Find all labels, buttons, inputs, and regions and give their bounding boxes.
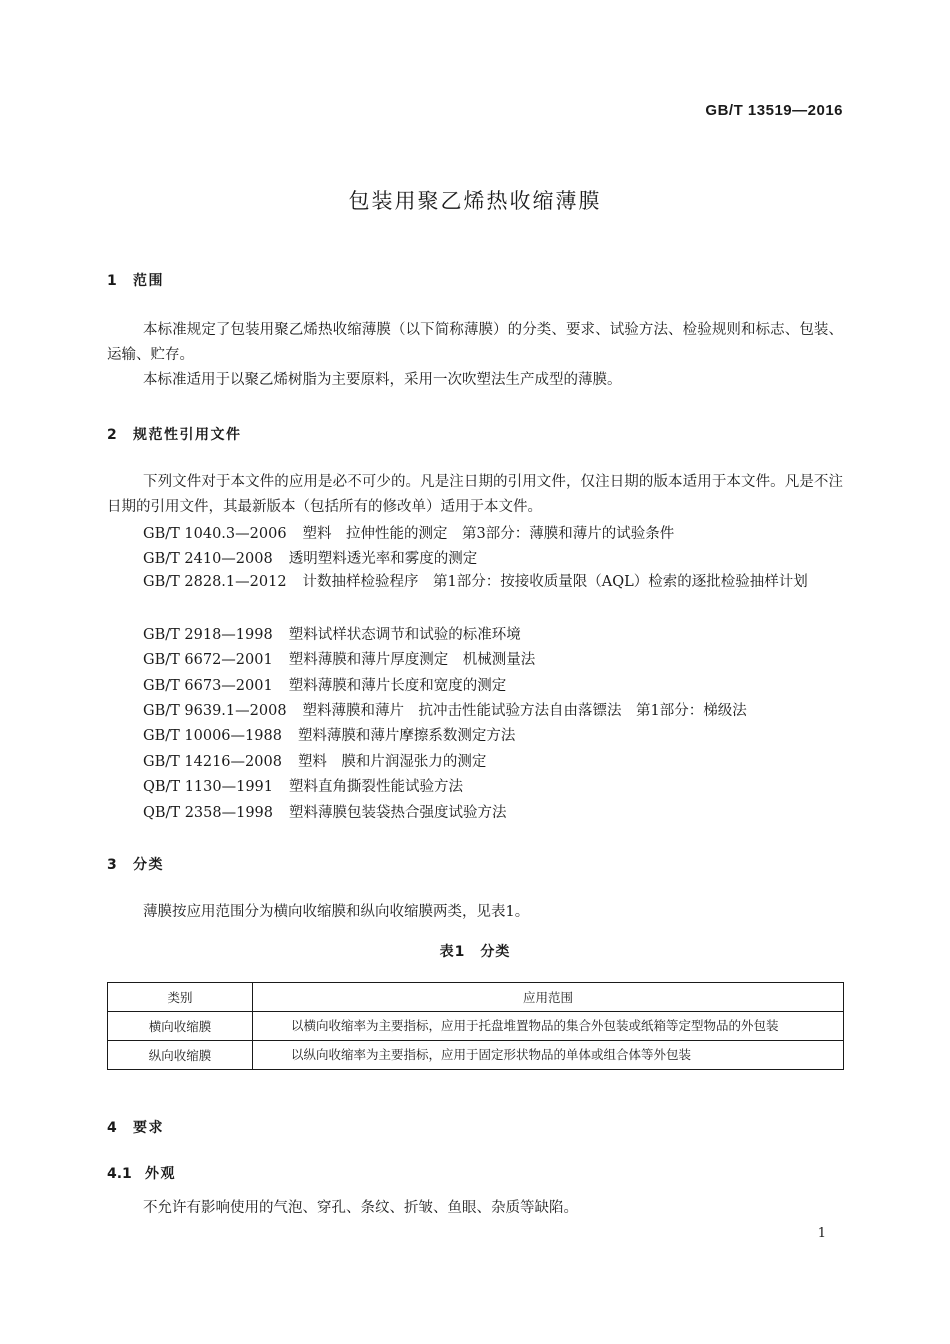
section-number: 1 <box>107 273 117 289</box>
table-row <box>108 1012 844 1041</box>
reference-code: QB/T 2358—1998 <box>143 805 274 821</box>
reference-code: GB/T 1040.3—2006 <box>143 526 287 542</box>
table-cell-application: 以横向收缩率为主要指标，应用于托盘堆置物品的集合外包装或纸箱等定型物品的外包装 <box>253 1012 844 1041</box>
reference-title: 塑料 膜和片润湿张力的测定 <box>297 754 487 770</box>
subsection-number: 4.1 <box>107 1166 132 1182</box>
table-cell-application: 以纵向收缩率为主要指标，应用于固定形状物品的单体或组合体等外包装 <box>253 1041 844 1070</box>
reference-code: GB/T 9639.1—2008 <box>143 703 287 719</box>
reference-title: 塑料直角撕裂性能试验方法 <box>289 779 464 795</box>
section-number: 4 <box>107 1120 117 1136</box>
reference-item <box>143 648 535 669</box>
reference-code: GB/T 6672—2001 <box>143 652 273 668</box>
reference-code: GB/T 14216—2008 <box>143 754 282 770</box>
reference-item <box>143 699 747 720</box>
reference-item <box>143 623 521 644</box>
appearance-paragraph: 不允许有影响使用的气泡、穿孔、条纹、折皱、鱼眼、杂质等缺陷。 <box>143 1200 578 1216</box>
reference-title: 计数抽样检验程序 第1部分：按接收质量限（AQL）检索的逐批检验抽样计划 <box>302 574 808 590</box>
reference-item <box>143 775 463 796</box>
reference-title: 塑料薄膜和薄片长度和宽度的测定 <box>288 678 507 694</box>
reference-item <box>107 570 843 595</box>
scope-paragraph-1: 本标准规定了包装用聚乙烯热收缩薄膜（以下简称薄膜）的分类、要求、试验方法、检验规则和标志、包装、运输、贮存。 <box>107 322 843 363</box>
table-cell-category: 纵向收缩膜 <box>108 1041 253 1070</box>
section-3-heading <box>107 854 164 874</box>
table-header-cell: 应用范围 <box>253 983 844 1012</box>
reference-item <box>143 801 507 822</box>
reference-code: GB/T 2828.1—2012 <box>143 574 287 590</box>
reference-code: GB/T 10006—1988 <box>143 728 282 744</box>
section-title: 分类 <box>133 857 164 873</box>
reference-code: GB/T 2410—2008 <box>143 551 273 567</box>
section-4-heading <box>107 1117 164 1137</box>
section-title: 要求 <box>133 1120 164 1136</box>
reference-item <box>143 547 477 568</box>
table-caption: 表1 分类 <box>439 944 511 960</box>
standard-code: GB/T 13519—2016 <box>705 102 843 119</box>
section-title: 范围 <box>133 273 164 289</box>
reference-title: 塑料薄膜和薄片摩擦系数测定方法 <box>297 728 516 744</box>
reference-title: 塑料试样状态调节和试验的标准环境 <box>288 627 521 643</box>
reference-title: 塑料薄膜和薄片 抗冲击性能试验方法自由落镖法 第1部分：梯级法 <box>302 703 747 719</box>
reference-code: QB/T 1130—1991 <box>143 779 274 795</box>
table-cell-category: 横向收缩膜 <box>108 1012 253 1041</box>
scope-paragraph-2: 本标准适用于以聚乙烯树脂为主要原料，采用一次吹塑法生产成型的薄膜。 <box>143 372 622 388</box>
document-title: 包装用聚乙烯热收缩薄膜 <box>348 189 602 213</box>
reference-item <box>143 750 486 771</box>
reference-item <box>143 522 674 543</box>
reference-title: 塑料薄膜包装袋热合强度试验方法 <box>289 805 507 821</box>
reference-title: 塑料薄膜和薄片厚度测定 机械测量法 <box>288 652 536 668</box>
page-number: 1 <box>817 1226 826 1241</box>
reference-item <box>143 674 506 695</box>
table-row <box>108 1041 844 1070</box>
section-2-heading <box>107 424 242 444</box>
table-header-row <box>108 983 844 1012</box>
reference-item <box>143 724 515 745</box>
reference-title: 透明塑料透光率和雾度的测定 <box>288 551 478 567</box>
section-title: 规范性引用文件 <box>133 427 242 443</box>
reference-code: GB/T 6673—2001 <box>143 678 273 694</box>
section-number: 2 <box>107 427 117 443</box>
classification-table <box>107 982 844 1070</box>
table-header-cell: 类别 <box>108 983 253 1012</box>
reference-title: 塑料 拉伸性能的测定 第3部分：薄膜和薄片的试验条件 <box>302 526 675 542</box>
subsection-4-1-heading <box>107 1163 176 1183</box>
reference-code: GB/T 2918—1998 <box>143 627 273 643</box>
section-1-heading <box>107 270 164 290</box>
section-number: 3 <box>107 857 117 873</box>
subsection-title: 外观 <box>145 1166 176 1182</box>
references-intro: 下列文件对于本文件的应用是必不可少的。凡是注日期的引用文件，仅注日期的版本适用于本文件。凡是不注日期的引用文件，其最新版本（包括所有的修改单）适用于本文件。 <box>107 474 843 515</box>
classification-paragraph: 薄膜按应用范围分为横向收缩膜和纵向收缩膜两类，见表1。 <box>143 904 530 920</box>
